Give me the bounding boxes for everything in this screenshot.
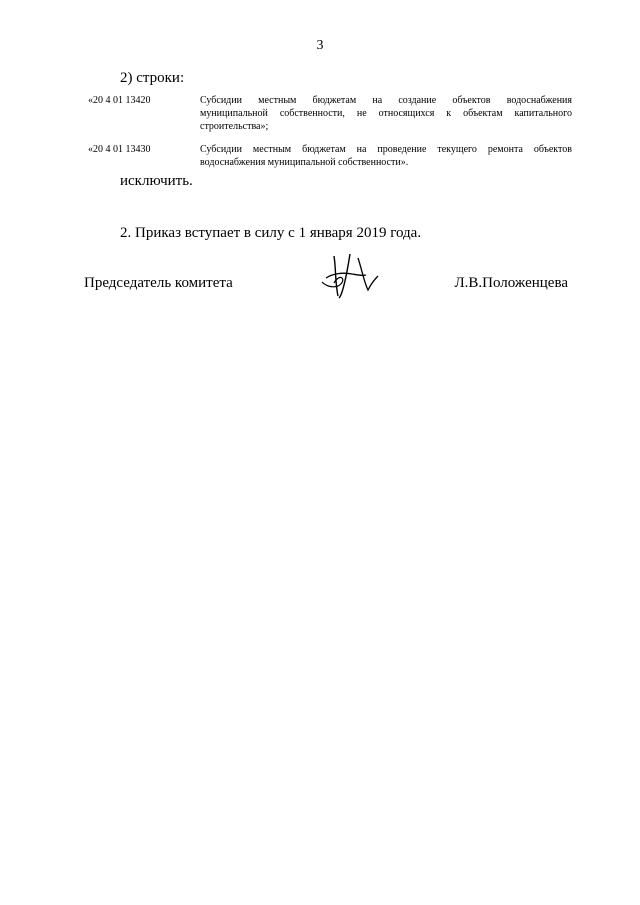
budget-code: «20 4 01 13420 [88,95,151,106]
budget-code: «20 4 01 13430 [88,144,151,155]
section-intro: 2) строки: [120,70,185,86]
effective-date-clause: 2. Приказ вступает в силу с 1 января 2019 года. [120,225,422,241]
exclude-text: исключить. [120,173,193,189]
page-number: 3 [316,38,324,53]
handwritten-signature [312,248,382,304]
description-line: строительства»; [200,121,269,132]
description-line: Субсидии местным бюджетам на создание объектов водоснабжения [200,95,572,106]
description-line: водоснабжения муниципальной собственности». [200,157,409,168]
budget-code-description [200,143,572,169]
description-line: муниципальной собственности, не относящихся к объектам капитального [200,108,572,119]
signatory-title: Председатель комитета [84,275,233,291]
budget-code-description [200,94,572,133]
signatory-name: Л.В.Положенцева [454,275,568,291]
description-line: Субсидии местным бюджетам на проведение текущего ремонта объектов [200,144,572,155]
